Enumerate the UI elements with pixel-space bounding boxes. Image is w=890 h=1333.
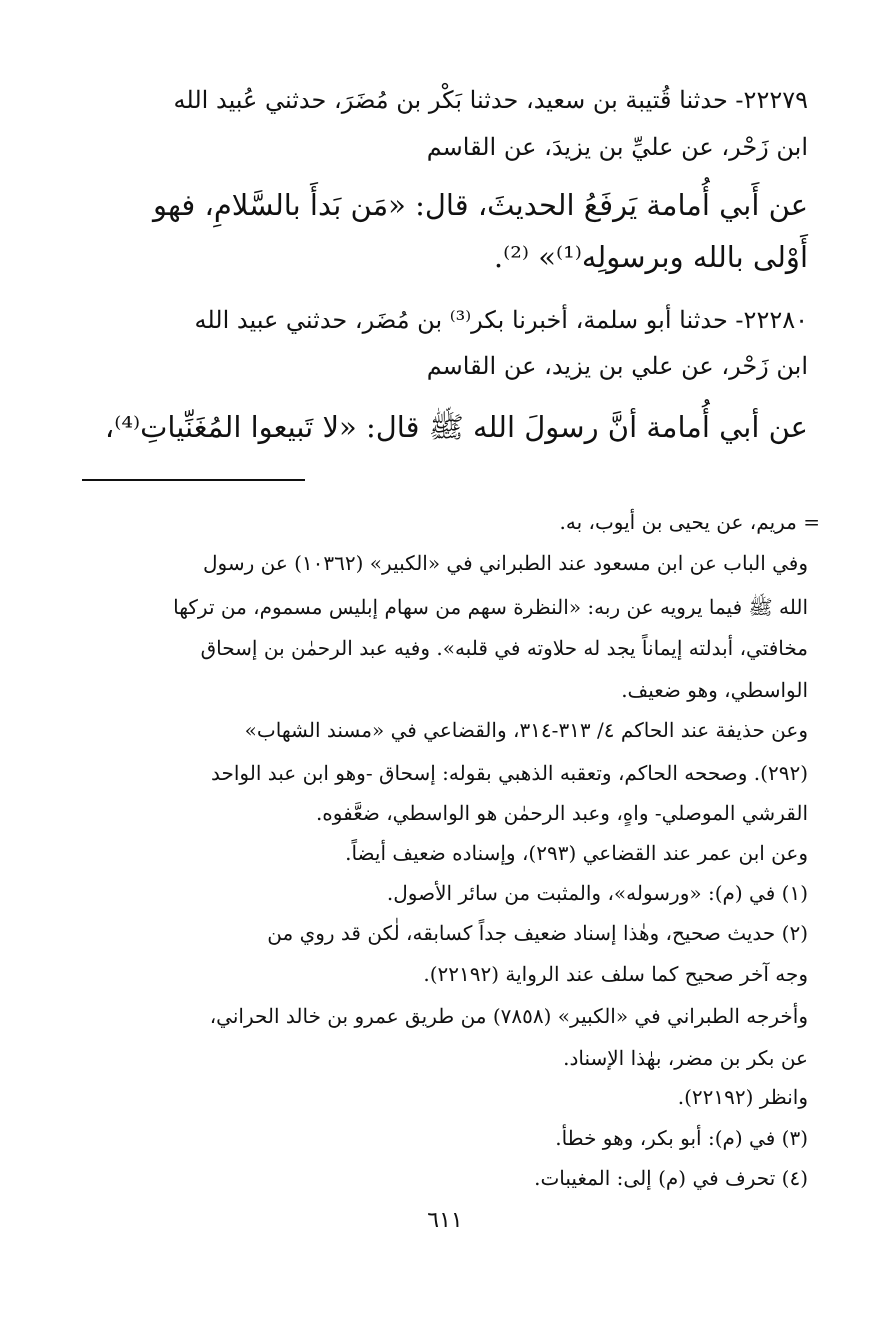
footnote-4: (٤) تحرف في (م) إلى: المغيبات. [534,1166,808,1190]
hadith-22279-chain-line-1: ٢٢٢٧٩- حدثنا قُتيبة بن سعيد، حدثنا بَكْر بن مُضَرَ، حدثني عُبيد الله [173,86,808,114]
hadith-22280-chain-line-2: ابن زَحْر، عن علي بن يزيد، عن القاسم [426,352,808,380]
hadith-22279-text-line-1: عن أَبي أُمامة يَرفَعُ الحديثَ، قال: «مَن بَدأَ بالسَّلامِ، فهو [153,188,808,222]
footnote-line: وانظر (٢٢١٩٢). [677,1085,808,1109]
footnote-line: الله ﷺ فيما يرويه عن ربه: «النظرة سهم من سهام إبليس مسموم، من تركها [173,595,808,619]
footnote-line: = مريم، عن يحيى بن أيوب، به. [559,510,820,534]
hadith-22279-text-line-2: أَوْلى بالله وبرسولِه⁽¹⁾» ⁽²⁾. [493,240,808,274]
footnote-divider [82,479,305,481]
footnote-line: القرشي الموصلي- واهٍ، وعبد الرحمٰن هو الواسطي، ضعَّفوه. [315,801,808,825]
footnote-line: عن بكر بن مضر، بهٰذا الإسناد. [563,1046,808,1070]
footnote-line: (٢٩٢). وصححه الحاكم، وتعقبه الذهبي بقوله: إسحاق -وهو ابن عبد الواحد [211,761,808,785]
hadith-22280-chain-line-1: ٢٢٢٨٠- حدثنا أبو سلمة، أخبرنا بكر⁽³⁾ بن مُضَر، حدثني عبيد الله [194,306,808,334]
footnote-line: وجه آخر صحيح كما سلف عند الرواية (٢٢١٩٢). [423,962,808,986]
footnote-1: (١) في (م): «ورسوله»، والمثبت من سائر الأصول. [386,881,808,905]
hadith-22280-text-line-1: عن أبي أُمامة أنَّ رسولَ الله ﷺ قال: «لا تَبيعوا المُغَنِّياتِ⁽⁴⁾، [104,410,808,444]
hadith-22279-chain-line-2: ابن زَحْر، عن عليِّ بن يزيدَ، عن القاسم [426,133,808,161]
footnote-line: وعن ابن عمر عند القضاعي (٢٩٣)، وإسناده ضعيف أيضاً. [345,841,808,865]
footnote-line: مخافتي، أبدلته إيماناً يجد له حلاوته في قلبه». وفيه عبد الرحمٰن بن إسحاق [200,636,808,660]
footnote-line: وأخرجه الطبراني في «الكبير» (٧٨٥٨) من طريق عمرو بن خالد الحراني، [209,1004,808,1028]
footnote-line: وفي الباب عن ابن مسعود عند الطبراني في «الكبير» (١٠٣٦٢) عن رسول [202,551,808,575]
footnote-line: الواسطي، وهو ضعيف. [621,678,808,702]
page-number: ٦١١ [427,1208,463,1233]
footnote-3: (٣) في (م): أبو بكر، وهو خطأ. [555,1126,808,1150]
footnote-2: (٢) حديث صحيح، وهٰذا إسناد ضعيف جداً كسابقه، لٰكن قد روي من [267,921,808,945]
footnote-line: وعن حذيفة عند الحاكم ٤/ ٣١٣-٣١٤، والقضاعي في «مسند الشهاب» [244,718,808,742]
